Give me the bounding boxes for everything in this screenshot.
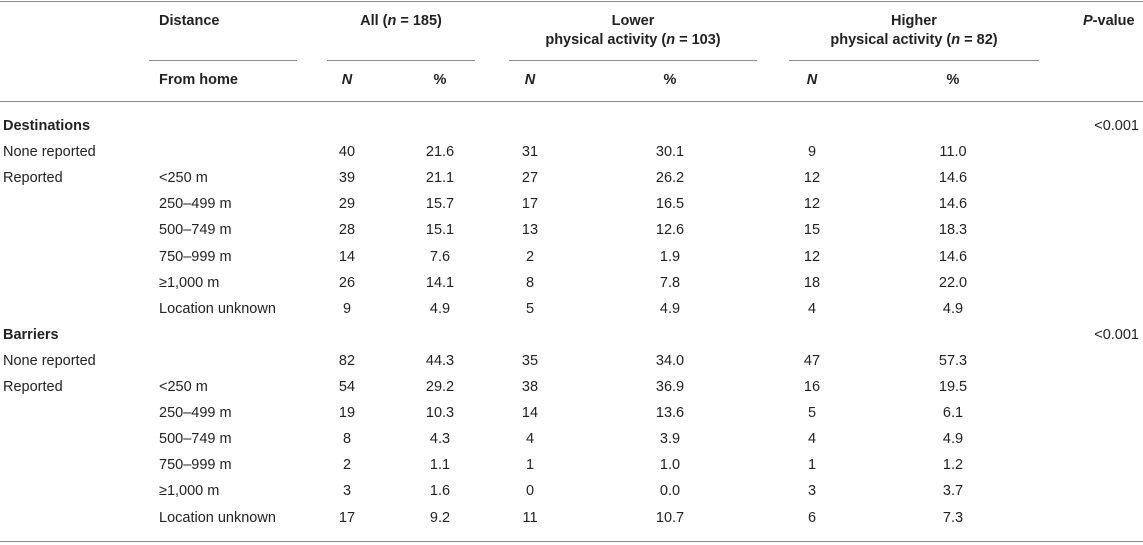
all-n-cell: 2	[342, 457, 352, 474]
higher-n-cell: 4	[807, 300, 817, 317]
row-label: None reported	[3, 144, 96, 161]
higher-pct-cell: 19.5	[938, 379, 968, 395]
higher-pct-cell: 4.9	[942, 300, 964, 317]
row-label: Reported	[3, 379, 63, 395]
all-pct-cell: 44.3	[425, 352, 455, 369]
higher-n-cell: 15	[803, 222, 821, 239]
higher-group-header: Higher physical activity (n = 82)	[830, 13, 998, 48]
lower-pct-cell: 30.1	[655, 144, 685, 161]
distance-cell: <250 m	[159, 379, 208, 395]
higher-n-header: N	[806, 72, 818, 88]
lower-pct-cell: 13.6	[655, 405, 685, 422]
distance-cell: 500–749 m	[159, 431, 232, 448]
all-pct-cell: 15.7	[425, 196, 455, 213]
lower-n-cell: 1	[525, 457, 535, 474]
section-title: Barriers	[3, 326, 59, 343]
lower-n-cell: 0	[525, 483, 535, 500]
distance-cell: 500–749 m	[159, 222, 232, 239]
lower-pct-cell: 4.9	[659, 300, 681, 317]
all-pct-cell: 10.3	[425, 405, 455, 422]
lower-group-header: Lower physical activity (n = 103)	[545, 13, 721, 48]
all-pct-cell: 9.2	[429, 509, 451, 526]
higher-pct-cell: 3.7	[942, 483, 964, 500]
all-n-cell: 29	[338, 196, 356, 213]
pvalue-header: P-value	[1083, 13, 1135, 29]
all-n-cell: 17	[338, 509, 356, 526]
higher-n-cell: 47	[803, 352, 821, 369]
higher-n-cell: 16	[803, 379, 821, 395]
higher-pct-cell: 1.2	[942, 457, 964, 474]
row-label: Reported	[3, 170, 63, 187]
all-group-header: All (n = 185)	[360, 13, 442, 29]
distance-cell: 750–999 m	[159, 457, 232, 474]
higher-n-cell: 12	[803, 196, 821, 213]
all-n-cell: 54	[338, 379, 356, 395]
all-pct-cell: 21.1	[425, 170, 455, 187]
lower-pct-cell: 26.2	[655, 170, 685, 187]
all-pct-cell: 15.1	[425, 222, 455, 239]
higher-pct-cell: 7.3	[942, 509, 964, 526]
lower-group-rule	[509, 60, 757, 61]
all-n-cell: 3	[342, 483, 352, 500]
higher-pct-header: %	[946, 72, 960, 88]
lower-pct-cell: 34.0	[655, 352, 685, 369]
all-pct-cell: 1.1	[429, 457, 451, 474]
distance-cell: 750–999 m	[159, 248, 232, 265]
higher-pct-cell: 14.6	[938, 196, 968, 213]
higher-n-cell: 18	[803, 274, 821, 291]
lower-pct-cell: 10.7	[655, 509, 685, 526]
section-pvalue: <0.001	[1094, 326, 1139, 343]
all-pct-cell: 14.1	[425, 274, 455, 291]
lower-pct-cell: 3.9	[659, 431, 681, 448]
row-label: None reported	[3, 352, 96, 369]
higher-pct-cell: 14.6	[938, 170, 968, 187]
all-n-cell: 19	[338, 405, 356, 422]
distance-cell: 250–499 m	[159, 405, 232, 422]
lower-n-cell: 27	[521, 170, 539, 187]
higher-pct-cell: 18.3	[938, 222, 968, 239]
all-pct-cell: 21.6	[425, 144, 455, 161]
higher-pct-cell: 11.0	[939, 144, 967, 161]
lower-pct-cell: 0.0	[659, 483, 681, 500]
distance-cell: ≥1,000 m	[159, 274, 220, 291]
lower-n-cell: 5	[525, 300, 535, 317]
lower-n-cell: 35	[521, 352, 539, 369]
lower-pct-header: %	[663, 72, 677, 88]
distance-header: Distance	[159, 13, 220, 29]
higher-n-cell: 12	[803, 248, 821, 265]
lower-pct-cell: 16.5	[655, 196, 685, 213]
distance-cell: 250–499 m	[159, 196, 232, 213]
lower-n-cell: 14	[521, 405, 539, 422]
lower-n-cell: 8	[525, 274, 535, 291]
all-n-cell: 9	[342, 300, 352, 317]
lower-pct-cell: 7.8	[659, 274, 681, 291]
distance-cell: ≥1,000 m	[159, 483, 220, 500]
distance-cell: Location unknown	[159, 509, 276, 526]
all-pct-header: %	[433, 72, 447, 88]
all-n-cell: 82	[338, 352, 356, 369]
higher-pct-cell: 57.3	[938, 352, 968, 369]
higher-group-rule	[789, 60, 1039, 61]
all-pct-cell: 4.3	[429, 431, 451, 448]
all-pct-cell: 29.2	[425, 379, 455, 395]
higher-n-cell: 3	[807, 483, 817, 500]
higher-n-cell: 6	[807, 509, 817, 526]
all-pct-cell: 1.6	[429, 483, 451, 500]
lower-n-cell: 17	[521, 196, 539, 213]
header-bottom-rule	[0, 101, 1143, 102]
lower-n-cell: 31	[521, 144, 539, 161]
lower-n-cell: 11	[522, 509, 538, 526]
higher-n-cell: 12	[803, 170, 821, 187]
all-pct-cell: 7.6	[429, 248, 451, 265]
lower-n-header: N	[524, 72, 536, 88]
lower-n-cell: 4	[525, 431, 535, 448]
section-title: Destinations	[3, 118, 91, 134]
all-n-cell: 40	[338, 144, 356, 161]
all-n-cell: 28	[338, 222, 356, 239]
all-n-cell: 14	[338, 248, 356, 265]
all-n-header: N	[341, 72, 353, 88]
lower-pct-cell: 12.6	[655, 222, 685, 239]
higher-n-cell: 4	[807, 431, 817, 448]
higher-n-cell: 1	[807, 457, 817, 474]
all-n-cell: 8	[342, 431, 352, 448]
all-group-rule	[327, 60, 475, 61]
distance-cell: Location unknown	[159, 300, 276, 317]
higher-n-cell: 9	[807, 144, 817, 161]
lower-pct-cell: 1.0	[659, 457, 681, 474]
from-home-header: From home	[159, 72, 238, 88]
table-top-rule	[0, 1, 1143, 2]
all-pct-cell: 4.9	[429, 300, 451, 317]
lower-pct-cell: 36.9	[655, 379, 685, 395]
lower-n-cell: 2	[525, 248, 535, 265]
higher-pct-cell: 4.9	[942, 431, 964, 448]
lower-n-cell: 13	[521, 222, 539, 239]
distance-cell: <250 m	[159, 170, 208, 187]
higher-pct-cell: 22.0	[938, 274, 968, 291]
table-bottom-rule	[0, 541, 1143, 542]
lower-pct-cell: 1.9	[659, 248, 681, 265]
higher-pct-cell: 6.1	[942, 405, 964, 422]
all-n-cell: 26	[338, 274, 356, 291]
higher-n-cell: 5	[807, 405, 817, 422]
all-n-cell: 39	[338, 170, 356, 187]
lower-n-cell: 38	[521, 379, 539, 395]
section-pvalue: <0.001	[1094, 118, 1139, 134]
distance-header-rule	[149, 60, 297, 61]
higher-pct-cell: 14.6	[938, 248, 968, 265]
